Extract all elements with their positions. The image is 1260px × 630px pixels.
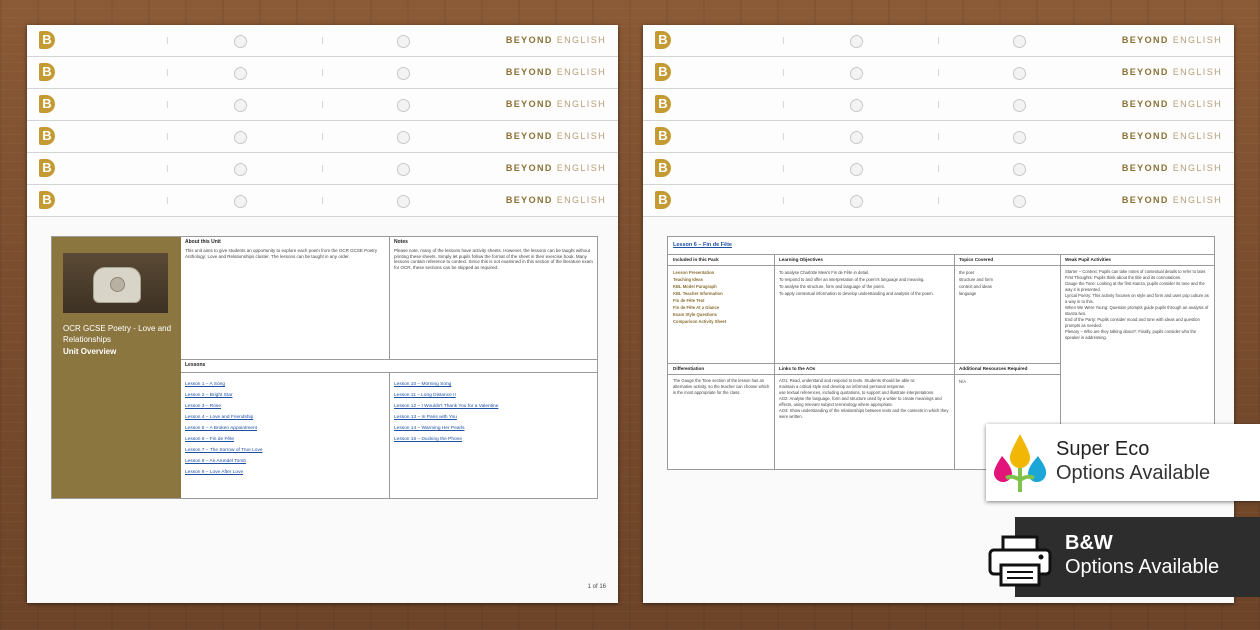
lesson-link[interactable]: Lesson 5 – A Broken Appointment — [185, 426, 258, 431]
cover-panel — [52, 237, 181, 498]
header-strip — [643, 121, 1234, 153]
topics-list — [959, 269, 1057, 297]
punch-hole — [234, 131, 247, 144]
header-strip — [643, 89, 1234, 121]
super-eco-badge — [986, 424, 1260, 501]
header-strip — [643, 153, 1234, 185]
lesson-link[interactable]: Lesson 10 – Morning Song — [394, 382, 452, 387]
lesson-link[interactable]: Lesson 14 – Warming Her Pearls — [394, 426, 465, 431]
included-item: KBL Teacher Information — [673, 291, 723, 296]
ao-item: AO1: Read, understand and respond to texts. Students should be able to: — [779, 378, 916, 383]
header-differentiation: Differentiation — [673, 366, 705, 371]
lesson-link[interactable]: Lesson 13 – In Paris with You — [394, 415, 457, 420]
bw-badge-title: B&W — [1065, 532, 1113, 554]
punch-hole — [234, 35, 247, 48]
bw-badge — [1015, 517, 1260, 597]
punch-hole — [850, 195, 863, 208]
punch-hole — [1013, 131, 1026, 144]
lesson-link[interactable]: Lesson 7 – The Sorrow of True Love — [185, 448, 263, 453]
brand-wordmark: BEYOND ENGLISH — [1121, 35, 1222, 45]
lesson-link[interactable]: Lesson 9 – Love After Love — [185, 470, 244, 475]
punch-hole — [397, 99, 410, 112]
punch-hole — [850, 163, 863, 176]
beyond-logo-icon: B — [655, 191, 671, 209]
header-objectives: Learning Objectives — [779, 257, 823, 262]
ao-item: AO3: Show understanding of the relationships between texts and the contexts in which they were written. — [779, 408, 949, 419]
included-item: Teaching Ideas — [673, 277, 703, 282]
eco-badge-title: Super Eco — [1056, 438, 1150, 460]
ao-item: maintain a critical style and develop an informed personal response. — [779, 384, 906, 389]
beyond-logo-icon: B — [39, 127, 55, 145]
included-item: Fin de Fête Text — [673, 298, 705, 303]
brand-wordmark: BEYOND ENGLISH — [505, 131, 606, 141]
header-topics: Topics Covered — [959, 257, 994, 262]
punch-hole — [1013, 99, 1026, 112]
bw-badge-subtitle: Options Available — [1065, 556, 1220, 578]
header-strip — [27, 153, 618, 185]
lesson-link[interactable]: Lesson 4 – Love and Friendship — [185, 415, 254, 420]
brand-wordmark: BEYOND ENGLISH — [1121, 99, 1222, 109]
lesson-link[interactable]: Lesson 8 – An Arundel Tomb — [185, 459, 246, 464]
beyond-logo-icon: B — [655, 31, 671, 49]
punch-hole — [234, 163, 247, 176]
punch-hole — [850, 99, 863, 112]
punch-hole — [234, 195, 247, 208]
lesson-link[interactable]: Lesson 15 – Ducking the Phone — [394, 437, 463, 442]
punch-hole — [397, 67, 410, 80]
brand-wordmark: BEYOND ENGLISH — [505, 35, 606, 45]
header-strip — [27, 89, 618, 121]
brand-wordmark: BEYOND ENGLISH — [1121, 163, 1222, 173]
ao-item: use textual references, including quotations, to support and illustrate interpretations. — [779, 390, 935, 395]
objective-item: To respond to and offer an interpretation of the poem's language and meaning. — [779, 277, 925, 282]
brand-wordmark: BEYOND ENGLISH — [505, 163, 606, 173]
brand-wordmark: BEYOND ENGLISH — [505, 195, 606, 205]
beyond-logo-icon: B — [39, 31, 55, 49]
printer-icon — [987, 535, 1053, 587]
included-item: Lesson Presentation — [673, 270, 715, 275]
included-list — [673, 269, 771, 325]
header-strip — [27, 185, 618, 217]
topic-item: context and ideas — [959, 284, 992, 289]
lesson-title[interactable]: Lesson 6 – Fin de Fête — [673, 242, 732, 248]
activity-item: Plenary – Who are they talking about?: Finally, pupils consider who the speaker is addressing. — [1065, 329, 1197, 340]
included-item: Exam Style Questions — [673, 312, 717, 317]
unit-overview-page — [51, 236, 598, 499]
activity-item: Gauge the Tone: Looking at the first stanza, pupils consider its tone and the way it is presented. — [1065, 281, 1205, 292]
objective-item: To apply contextual information to develop understanding and analysis of the poem. — [779, 291, 934, 296]
lesson-link[interactable]: Lesson 12 – I Wouldn't Thank You for a Valentine — [394, 404, 499, 409]
resources-text: N/A — [959, 379, 966, 384]
included-item: KBL Model Paragraph — [673, 284, 717, 289]
differentiation-text: The Gauge the Tone section of the lesson has an alternative activity, so the teacher can choose which is the most appropriate for the class. — [673, 378, 770, 395]
punch-hole — [850, 35, 863, 48]
activity-item: When We Were Young: Question prompts guide pupils through an analysis of stanza two. — [1065, 305, 1209, 316]
eco-badge-subtitle: Options Available — [1056, 462, 1211, 484]
lessons-heading: Lessons — [185, 362, 206, 368]
eco-ink-drops-icon — [992, 432, 1048, 494]
beyond-logo-icon: B — [655, 63, 671, 81]
brand-wordmark: BEYOND ENGLISH — [505, 99, 606, 109]
notes-text: Please note, many of the lessons have activity sheets. However, the lessons can be taught without printing these sheets. Simply let pupils follow the format of the sheet in their exercise book. Many lessons contain reference to context. Since this is not examined in this section of the literature exam for OCR, these sections can be skipped as required. — [394, 247, 593, 271]
lesson-link[interactable]: Lesson 3 – Rose — [185, 404, 222, 409]
topic-item: structure and form — [959, 277, 993, 282]
brand-wordmark: BEYOND ENGLISH — [1121, 131, 1222, 141]
activity-item: Lyrical Poetry: This activity focuses on style and form and uses pop culture as a way in to this. — [1065, 293, 1209, 304]
punch-hole — [1013, 163, 1026, 176]
header-strip — [643, 57, 1234, 89]
objective-item: To analyse the structure, form and language of the poem. — [779, 284, 886, 289]
header-strip — [27, 25, 618, 57]
about-heading: About this Unit — [185, 239, 221, 245]
header-strip — [643, 25, 1234, 57]
telephone-photo — [63, 253, 168, 313]
activity-item: End of the Party: Pupils consider mood and tone with ideas and question prompts as needed. — [1065, 317, 1200, 328]
ao-item: AO2: Analyse the language, form and structure used by a writer to create meanings and effects, using relevant subject terminology where appropriate. — [779, 396, 942, 407]
activity-item: Starter – Context: Pupils can take notes of contextual details to refer to later. — [1065, 269, 1207, 274]
beyond-logo-icon: B — [39, 95, 55, 113]
punch-hole — [1013, 35, 1026, 48]
lesson-link[interactable]: Lesson 11 – Long Distance II — [394, 393, 456, 398]
objective-item: To analyse Charlotte Mew's Fin de Fête in detail. — [779, 270, 870, 275]
punch-hole — [397, 195, 410, 208]
punch-hole — [234, 99, 247, 112]
beyond-logo-icon: B — [39, 191, 55, 209]
lessons-list-2 — [394, 379, 594, 445]
punch-hole — [850, 67, 863, 80]
punch-hole — [397, 35, 410, 48]
beyond-logo-icon: B — [655, 159, 671, 177]
activity-item: First Thoughts: Pupils think about the title and its connotations. — [1065, 275, 1182, 280]
left-document-sheet — [27, 25, 618, 603]
punch-hole — [1013, 195, 1026, 208]
beyond-logo-icon: B — [655, 127, 671, 145]
punch-hole — [1013, 67, 1026, 80]
notes-heading: Notes — [394, 239, 408, 245]
cover-subtitle: Unit Overview — [63, 347, 117, 356]
header-activities: Weak Pupil Activities — [1065, 257, 1111, 262]
header-strip — [27, 121, 618, 153]
topic-item: the poet — [959, 270, 975, 275]
lesson-link[interactable]: Lesson 1 – A Song — [185, 382, 226, 387]
included-item: Comparison Activity Sheet — [673, 319, 727, 324]
beyond-logo-icon: B — [39, 159, 55, 177]
notes-section — [394, 240, 594, 271]
activities-list — [1065, 269, 1210, 341]
punch-hole — [850, 131, 863, 144]
header-strip — [643, 185, 1234, 217]
page-number: 1 of 16 — [587, 584, 606, 590]
brand-wordmark: BEYOND ENGLISH — [1121, 195, 1222, 205]
header-resources: Additional Resources Required — [959, 366, 1028, 371]
objectives-list — [779, 269, 951, 297]
beyond-logo-icon: B — [655, 95, 671, 113]
punch-hole — [397, 163, 410, 176]
lesson-link[interactable]: Lesson 6 – Fin de Fête — [185, 437, 235, 442]
lesson-link[interactable]: Lesson 2 – Bright Star — [185, 393, 233, 398]
header-included: Included in this Pack — [673, 257, 719, 262]
brand-wordmark: BEYOND ENGLISH — [505, 67, 606, 77]
aos-list — [779, 378, 951, 420]
lessons-list-1 — [185, 379, 383, 478]
punch-hole — [397, 131, 410, 144]
header-strip — [27, 57, 618, 89]
included-item: Fin de Fête At a Glance — [673, 305, 720, 310]
punch-hole — [234, 67, 247, 80]
header-aos: Links to the AOs — [779, 366, 816, 371]
topic-item: language — [959, 291, 977, 296]
about-section — [185, 240, 383, 259]
cover-title: OCR GCSE Poetry - Love and Relationships — [63, 324, 172, 344]
brand-wordmark: BEYOND ENGLISH — [1121, 67, 1222, 77]
beyond-logo-icon: B — [39, 63, 55, 81]
about-text: This unit aims to give students an opportunity to explore each poem from the OCR GCSE Poetry Anthology: Love and Relationships cluster. The lessons can be taught in any order. — [185, 247, 378, 259]
